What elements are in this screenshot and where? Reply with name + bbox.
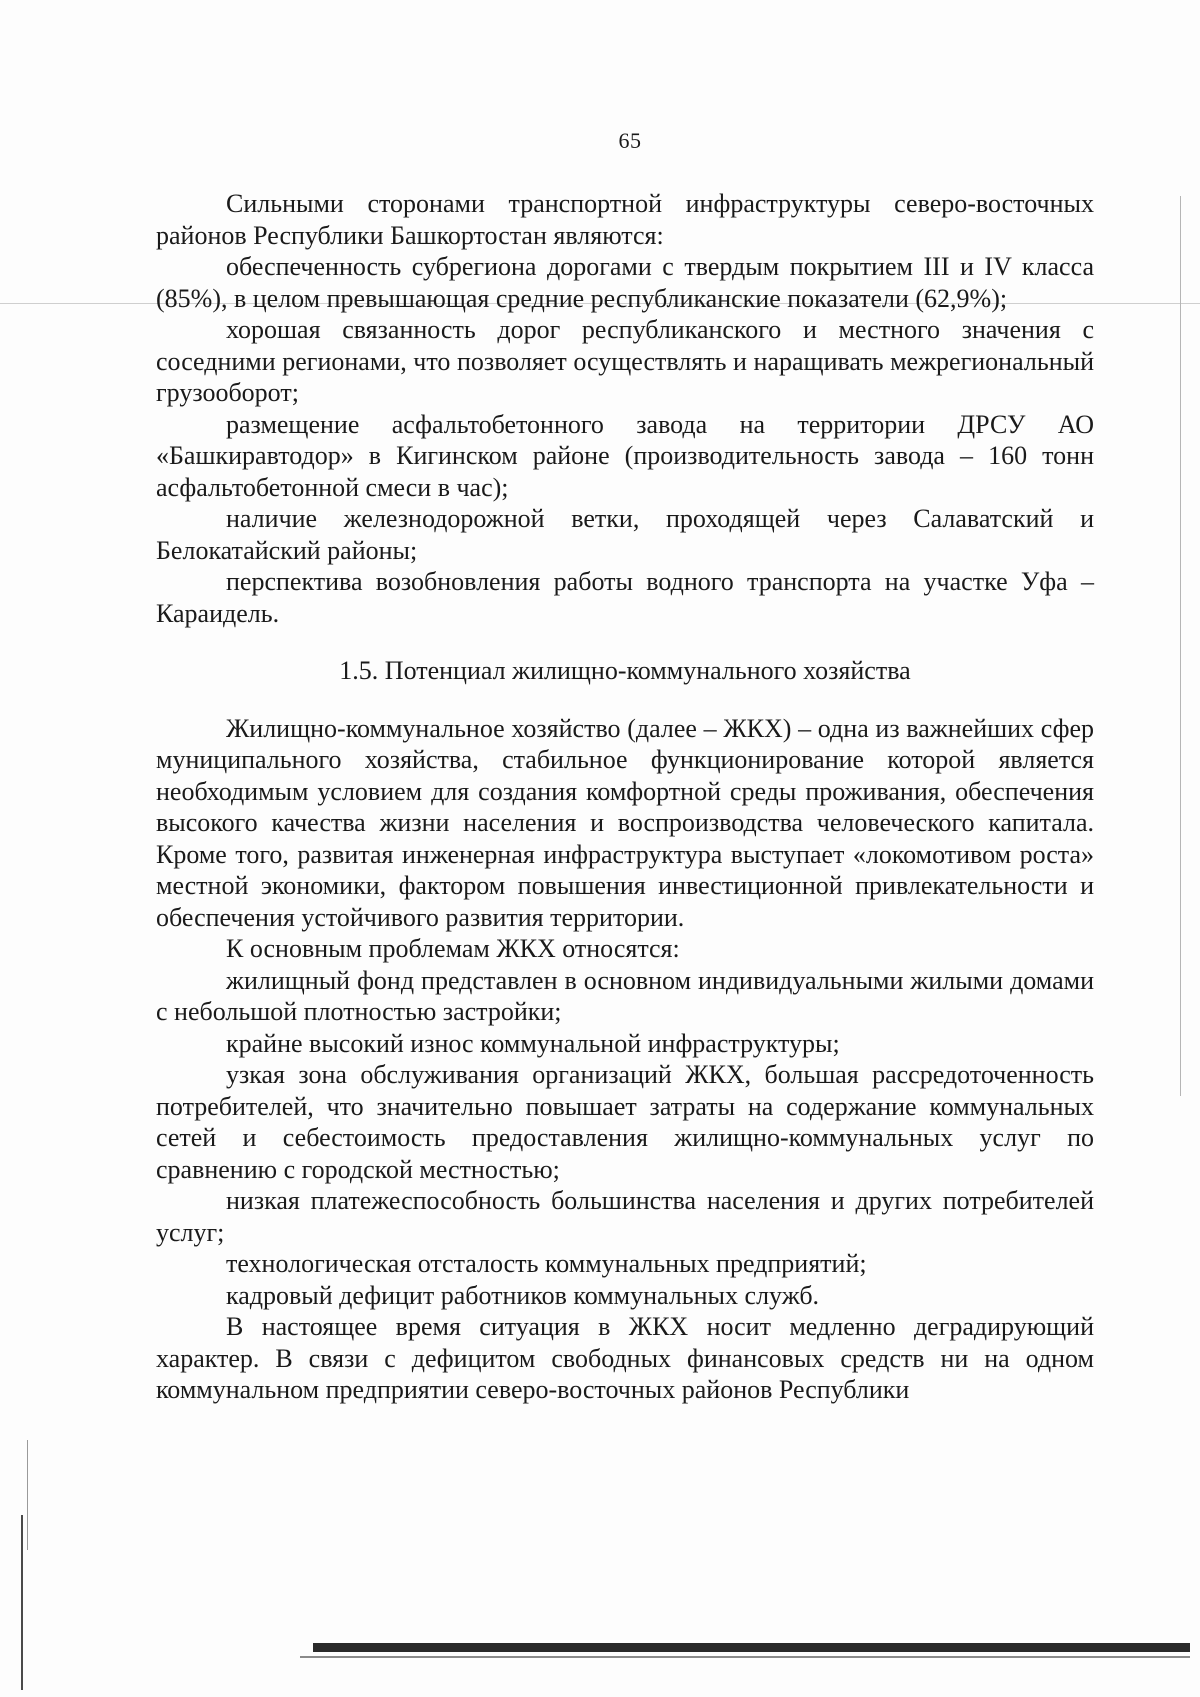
paragraph-narrow-service-zone: узкая зона обслуживания организаций ЖКХ, большая рассредоточенность потребителей, что значительно повышает затраты на содержание коммунальных сетей и себестоимость предоставления жилищно-коммунальных услуг по сравнению с городской местностью; — [156, 1060, 1094, 1184]
paragraph-railway-branch: наличие железнодорожной ветки, проходящей через Салаватский и Белокатайский районы; — [156, 504, 1094, 565]
paragraph-roads-coverage: обеспеченность субрегиона дорогами с твердым покрытием III и IV класса (85%), в целом превышающая средние республиканские показатели (62,9%); — [156, 252, 1094, 313]
paragraph-asphalt-plant: размещение асфальтобетонного завода на территории ДРСУ АО «Башкиравтодор» в Кигинском районе (производительность завода – 160 тонн асфальтобетонной смеси в час); — [156, 409, 1094, 502]
paragraph-current-situation: В настоящее время ситуация в ЖКХ носит медленно деградирующий характер. В связи с дефицитом свободных финансовых средств ни на одном коммунальном предприятии северо-восточных районов Республики — [156, 1312, 1094, 1404]
section-heading: 1.5. Потенциал жилищно-коммунального хозяйства — [339, 656, 911, 685]
scan-artifact-bottom-bar — [313, 1643, 1190, 1652]
paragraph-water-transport: перспектива возобновления работы водного транспорта на участке Уфа – Караидель. — [156, 567, 1094, 628]
scan-artifact-right-edge-line — [1180, 196, 1181, 1096]
scan-artifact-bottom-thin-line — [300, 1656, 1190, 1658]
scan-artifact-left-edge-line — [21, 1515, 23, 1690]
paragraph-low-solvency: низкая платежеспособность большинства населения и других потребителей услуг; — [156, 1186, 1094, 1247]
paragraph-housing-stock: жилищный фонд представлен в основном индивидуальными жилыми домами с небольшой плотностью застройки; — [156, 965, 1094, 1026]
paragraph-strengths-intro: Сильными сторонами транспортной инфраструктуры северо-восточных районов Республики Башкортостан являются: — [156, 189, 1094, 250]
paragraph-technological-lag: технологическая отсталость коммунальных предприятий; — [226, 1249, 867, 1278]
scan-artifact-left-faint-line — [27, 1440, 28, 1550]
paragraph-problems-intro: К основным проблемам ЖКХ относятся: — [226, 934, 680, 963]
paragraph-road-connectivity: хорошая связанность дорог республиканского и местного значения с соседними регионами, что позволяет осуществлять и наращивать межрегиональный грузооборот; — [156, 315, 1094, 407]
paragraph-staff-shortage: кадровый дефицит работников коммунальных служб. — [226, 1280, 820, 1310]
paragraph-infrastructure-wear: крайне высокий износ коммунальной инфраструктуры; — [226, 1028, 840, 1058]
document-body — [156, 188, 1094, 1406]
page-number: 65 — [618, 128, 642, 153]
paragraph-housing-intro: Жилищно-коммунальное хозяйство (далее – ЖКХ) – одна из важнейших сфер муниципального хозяйства, стабильное функционирование которой является необходимым условием для создания комфортной среды проживания, обеспечения высокого качества жизни населения и воспроизводства человеческого капитала. Кроме того, развитая инженерная инфраструктура выступает «локомотивом роста» местной экономики, фактором повышения инвестиционной привлекательности и обеспечения устойчивого развития территории. — [156, 713, 1094, 932]
